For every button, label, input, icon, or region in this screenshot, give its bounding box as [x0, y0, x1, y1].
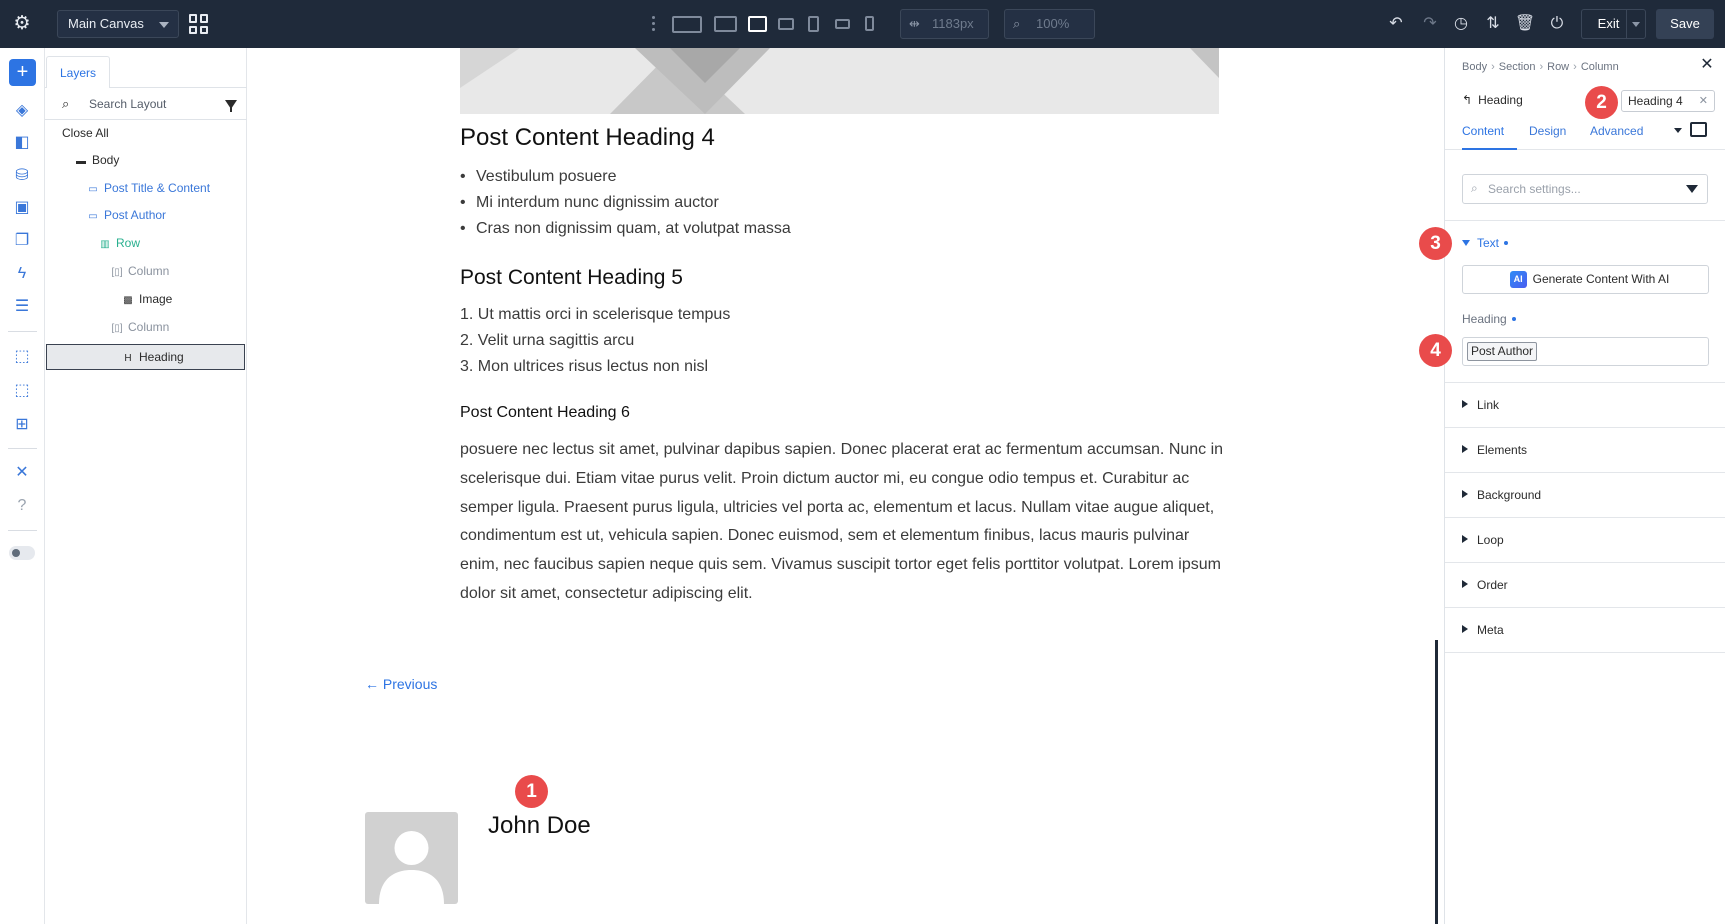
history-icon[interactable]: ◷ — [1454, 15, 1468, 32]
builder-canvas[interactable] — [247, 48, 1444, 924]
column-icon: [▯] — [111, 323, 123, 334]
breadcrumb-item[interactable]: Section — [1498, 61, 1536, 73]
layer-post-title-content[interactable] — [87, 175, 210, 201]
element-back-button[interactable] — [1462, 93, 1523, 107]
tablet-view-icon[interactable] — [808, 16, 819, 32]
left-icon-rail — [0, 48, 45, 924]
filter-icon[interactable] — [1686, 185, 1698, 193]
search-icon: ⌕ — [62, 96, 70, 111]
generate-ai-label: Generate Content With AI — [1532, 272, 1670, 286]
undo-icon[interactable]: ↶ — [1389, 15, 1403, 32]
breadcrumb-separator: › — [1491, 61, 1495, 73]
tab-content-label: Content — [1462, 124, 1505, 138]
post-heading-4: Post Content Heading 4 — [460, 124, 715, 151]
layer-row-label: Row — [116, 236, 141, 250]
featured-image[interactable] — [460, 48, 1219, 114]
settings-panel — [1430, 48, 1725, 924]
list-item: • Mi interdum nunc dignissim auctor — [460, 190, 791, 216]
tab-advanced-label: Advanced — [1590, 124, 1644, 138]
tab-layers[interactable]: Layers — [46, 56, 110, 88]
tools-icon[interactable]: ✕ — [15, 464, 29, 481]
top-toolbar — [0, 0, 1725, 48]
author-avatar[interactable] — [365, 812, 458, 904]
avatar-placeholder-icon — [365, 812, 458, 904]
accordion-label: Loop — [1477, 533, 1504, 547]
save-button[interactable]: Save — [1656, 9, 1714, 39]
cursor-edit-icon[interactable]: ⬚ — [14, 382, 30, 399]
modified-dot-icon — [1504, 241, 1508, 245]
rail-divider — [8, 530, 37, 531]
remove-tag-icon[interactable]: ✕ — [1698, 95, 1708, 107]
layer-post-author-label: Post Author — [104, 208, 167, 222]
row-icon: ▥ — [100, 239, 110, 250]
layers-search[interactable] — [45, 88, 247, 120]
layers-panel — [45, 48, 247, 924]
annotation-badge: 1 — [515, 775, 548, 808]
theme-builder-icon[interactable]: ⊞ — [15, 416, 29, 433]
heading-field-label — [1462, 312, 1516, 326]
more-options-icon[interactable] — [650, 14, 656, 34]
list-item: • Vestibulum posuere — [460, 164, 791, 190]
divider — [1445, 220, 1725, 221]
search-icon: ⌕ — [1013, 16, 1021, 31]
accordion-label: Meta — [1477, 623, 1504, 637]
accordion-label: Link — [1477, 398, 1500, 412]
power-icon[interactable]: ⏻ — [1550, 15, 1564, 32]
tablet-landscape-view-icon[interactable] — [778, 18, 794, 30]
accordion-loop[interactable] — [1445, 518, 1725, 563]
add-element-button[interactable]: + — [9, 59, 36, 86]
post-heading-6: Post Content Heading 6 — [460, 404, 630, 421]
breadcrumb — [1462, 61, 1619, 73]
modified-dot-icon — [1512, 317, 1516, 321]
heading-text-field[interactable] — [1462, 337, 1709, 366]
heading-level-label: Heading 4 — [1628, 94, 1683, 108]
accordion-elements[interactable] — [1445, 428, 1725, 473]
text-section-toggle[interactable] — [1462, 236, 1508, 250]
chevron-down-icon[interactable] — [1674, 128, 1682, 133]
accordion-meta[interactable] — [1445, 608, 1725, 653]
layer-post-author[interactable] — [87, 202, 166, 228]
cursor-select-icon[interactable]: ⬚ — [14, 348, 30, 365]
generate-ai-button[interactable] — [1462, 265, 1709, 294]
column-icon: [▯] — [111, 267, 123, 278]
heading-level-tag[interactable] — [1621, 90, 1715, 112]
layer-column[interactable] — [111, 314, 169, 340]
caret-right-icon — [1462, 400, 1468, 408]
breadcrumb-item[interactable]: Column — [1580, 61, 1619, 73]
annotation-badge: 4 — [1419, 334, 1452, 367]
breadcrumb-separator: › — [1573, 61, 1577, 73]
layer-column-label: Column — [128, 264, 170, 278]
layer-body-label: Body — [92, 153, 120, 167]
exit-dropdown-button[interactable] — [1626, 9, 1646, 39]
settings-search[interactable] — [1462, 174, 1708, 204]
search-icon: ⌕ — [1471, 181, 1478, 195]
layer-column[interactable] — [111, 258, 169, 284]
back-arrow-icon: ↰ — [1462, 93, 1473, 107]
tab-design[interactable] — [1529, 120, 1566, 150]
layer-heading[interactable] — [122, 344, 184, 370]
list-item: 1. Ut mattis orci in scelerisque tempus — [460, 306, 731, 323]
ai-icon: AI — [1510, 271, 1527, 288]
layers-icon[interactable]: ◈ — [15, 102, 29, 119]
layer-image-label: Image — [139, 292, 173, 306]
rail-divider — [8, 331, 37, 332]
exit-button[interactable]: Exit — [1581, 9, 1635, 39]
post-heading-5: Post Content Heading 5 — [460, 266, 683, 289]
phone-landscape-view-icon[interactable] — [835, 19, 850, 29]
laptop-view-icon[interactable] — [748, 16, 767, 32]
close-icon[interactable]: ✕ — [1700, 56, 1714, 73]
accordion-label: Order — [1477, 578, 1508, 592]
chevron-down-icon — [1632, 22, 1640, 27]
layer-heading-label: Heading — [139, 350, 184, 364]
layer-image[interactable] — [122, 286, 172, 312]
section-icon: ▭ — [88, 184, 98, 195]
tab-content[interactable] — [1462, 120, 1517, 150]
layers-search-placeholder: Search Layout — [89, 97, 167, 111]
preset-box-icon[interactable] — [1690, 122, 1707, 137]
palette-icon[interactable]: ◧ — [14, 134, 30, 151]
caret-right-icon — [1462, 445, 1468, 453]
breadcrumb-item[interactable]: Row — [1547, 61, 1570, 73]
settings-tabs — [1445, 120, 1725, 150]
breadcrumb-item[interactable]: Body — [1462, 61, 1488, 73]
element-title: Heading — [1478, 93, 1523, 107]
author-name-heading[interactable]: John Doe — [488, 812, 591, 839]
text-section-label: Text — [1477, 236, 1500, 250]
annotation-badge: 3 — [1419, 227, 1452, 260]
help-icon[interactable]: ? — [17, 497, 27, 514]
widescreen-view-icon[interactable] — [672, 16, 702, 33]
caret-right-icon — [1462, 625, 1468, 633]
chevron-down-icon — [159, 22, 169, 28]
sort-arrows-icon[interactable]: ⇅ — [1486, 15, 1500, 32]
layer-post-title-label: Post Title & Content — [104, 181, 211, 195]
redo-icon[interactable]: ↷ — [1423, 15, 1437, 32]
close-all-label: Close All — [62, 126, 109, 140]
post-paragraph: posuere nec lectus sit amet, pulvinar dapibus sapien. Donec placerat erat ac fermentum accumsan. Nunc in scelerisque dui. Etiam vitae purus velit. Proin dictum auctor mi, eu congue odio tempus et. Curabitur ac semper ligula. Praesent purus ligula, ultricies vel porta ac, elementum et lacus. Nullam vitae augue aliquet, condimentum est ut, vehicula sapien. Donec euismod, sem et elementum finibus, lacus mauris pulvinar enim, nec faucibus sapien neque quis sem. Vivamus suscipit tortor eget felis porttitor volutpat. Lorem ipsum dolor sit amet, consectetur adipiscing elit. — [460, 441, 1224, 602]
pages-icon[interactable]: ❐ — [14, 232, 30, 249]
previous-post-link[interactable]: ← Previous — [365, 676, 438, 692]
grid-view-icon[interactable] — [189, 14, 209, 34]
layer-body[interactable] — [75, 147, 119, 173]
canvas-selector[interactable] — [57, 10, 179, 38]
heading-icon: H — [124, 353, 132, 364]
image-icon: ▩ — [123, 295, 133, 306]
tab-design-label: Design — [1529, 124, 1567, 138]
caret-right-icon — [1462, 490, 1468, 498]
zoom-value: 100% — [1036, 16, 1070, 31]
filter-icon[interactable] — [225, 100, 237, 109]
body-icon: ▬ — [76, 156, 86, 167]
tab-advanced[interactable] — [1590, 120, 1643, 150]
annotation-badge: 2 — [1585, 86, 1618, 119]
list-item: • Cras non dignissim quam, at volutpat massa — [460, 216, 791, 242]
settings-search-placeholder: Search settings... — [1488, 182, 1581, 196]
layer-row[interactable] — [99, 230, 140, 256]
heading-text-value: Post Author — [1467, 342, 1537, 361]
width-arrows-icon: ⇹ — [909, 16, 920, 31]
trash-icon[interactable]: 🗑 — [1514, 15, 1536, 32]
bullet-list — [460, 164, 791, 242]
layer-column-label: Column — [128, 320, 170, 334]
list-item: 2. Velit urna sagittis arcu — [460, 332, 635, 349]
accordion-label: Background — [1477, 488, 1542, 502]
section-icon: ▭ — [88, 211, 98, 222]
list-item: 3. Mon ultrices risus lectus non nisl — [460, 358, 709, 375]
canvas-width-field[interactable] — [900, 9, 989, 39]
canvas-scrollbar[interactable] — [1435, 640, 1438, 924]
template-icon[interactable]: ▣ — [14, 199, 30, 216]
heading-field-label-text: Heading — [1462, 312, 1507, 326]
settings-gear-icon[interactable]: ⚙ — [13, 13, 31, 34]
close-all-button[interactable] — [62, 120, 109, 146]
settings-sliders-icon[interactable]: ☰ — [14, 298, 30, 315]
dark-mode-toggle[interactable] — [9, 546, 35, 560]
accordion-background[interactable] — [1445, 473, 1725, 518]
caret-right-icon — [1462, 580, 1468, 588]
accordion-link[interactable] — [1445, 383, 1725, 428]
rail-divider — [8, 448, 37, 449]
numbered-list — [460, 302, 730, 380]
canvas-selector-label: Main Canvas — [68, 16, 144, 31]
phone-view-icon[interactable] — [865, 16, 874, 31]
accordion-order[interactable] — [1445, 563, 1725, 608]
accordion-label: Elements — [1477, 443, 1528, 457]
lightning-icon[interactable]: ϟ — [17, 265, 27, 282]
desktop-view-icon[interactable] — [714, 16, 737, 32]
featured-image-pattern — [460, 48, 1219, 114]
caret-down-icon — [1462, 240, 1470, 246]
canvas-width-value: 1183px — [932, 16, 974, 31]
breadcrumb-separator: › — [1539, 61, 1544, 73]
database-icon[interactable]: ⛁ — [15, 167, 29, 184]
caret-right-icon — [1462, 535, 1468, 543]
zoom-field[interactable] — [1004, 9, 1095, 39]
